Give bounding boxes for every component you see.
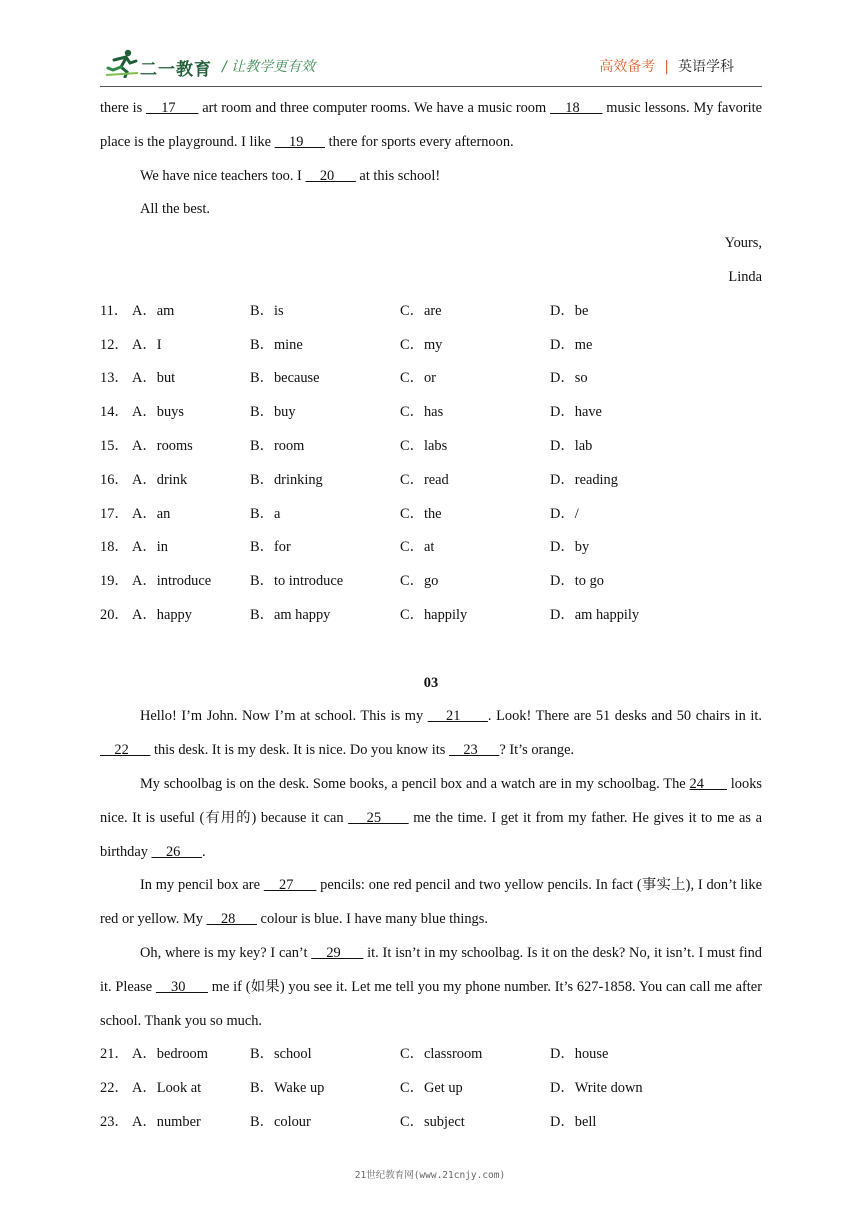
option-b: B．mine <box>250 336 303 353</box>
brand-name: 二一教育 <box>140 60 212 80</box>
option-d: D．house <box>550 1046 609 1063</box>
option-c: C．the <box>400 505 442 522</box>
page-footer: 21世纪教育网(www.21cnjy.com) <box>354 1170 506 1181</box>
question-number: 11． <box>100 302 129 319</box>
question-number: 15． <box>100 437 129 454</box>
question-row <box>100 1106 762 1140</box>
passage-text: My schoolbag is on the desk. Some books, a pencil box and a watch are in my schoolbag. The <box>140 775 690 792</box>
question-number: 22． <box>100 1080 129 1097</box>
option-d: D．by <box>550 539 590 556</box>
option-d: D．/ <box>550 505 579 522</box>
header-tag: 高效备考 <box>599 59 656 75</box>
option-b: B．because <box>250 370 320 387</box>
passage-text: colour is blue. I have many blue things. <box>256 911 488 928</box>
option-b: B．room <box>250 437 305 454</box>
option-a: A．but <box>132 370 176 387</box>
option-c: C．my <box>400 336 443 353</box>
answer-blank: 18 <box>550 100 603 116</box>
option-a: A．am <box>132 302 175 319</box>
answer-blank: 30 <box>155 978 209 995</box>
option-c: C．at <box>400 539 435 556</box>
question-number: 16． <box>100 471 129 488</box>
answer-blank: 26 <box>151 843 202 860</box>
option-a: A．drink <box>132 471 188 488</box>
question-row <box>100 396 762 430</box>
option-c: C．happily <box>400 606 468 623</box>
question-list <box>100 1038 762 1139</box>
question-row <box>100 329 762 363</box>
option-a: A．happy <box>132 606 192 623</box>
option-a: A．buys <box>132 404 184 421</box>
question-number: 21． <box>100 1046 129 1063</box>
option-b: B．is <box>250 302 284 319</box>
passage-text: it. It isn’t in my schoolbag. Is it on the desk? No, it isn’t. I must find it. Please <box>100 944 762 995</box>
passage-text: . Look! There are 51 desks and 50 chairs in it. <box>487 708 762 725</box>
question-row <box>100 531 762 565</box>
option-a: A．I <box>132 336 162 353</box>
option-a: A．rooms <box>132 437 193 454</box>
option-d: D．bell <box>550 1113 597 1130</box>
passage-text: Hello! I’m John. Now I’m at school. This is my <box>140 708 428 725</box>
passage-paragraph <box>100 937 762 1038</box>
option-c: C．classroom <box>400 1046 483 1063</box>
question-row <box>100 565 762 599</box>
option-c: C．are <box>400 302 442 319</box>
question-row <box>100 599 762 633</box>
passage-paragraph <box>100 92 762 160</box>
answer-blank: 20 <box>305 167 356 184</box>
passage-text: me if (如果) you see it. Let me tell you my phone number. It’s 627-1858. You can call me after school. Thank you so much. <box>100 978 762 1029</box>
signature-name: Linda <box>728 268 762 285</box>
option-d: D．reading <box>550 471 618 488</box>
option-d: D．me <box>550 336 593 353</box>
option-c: C．read <box>400 471 449 488</box>
option-b: B．a <box>250 505 281 522</box>
passage-text: We have nice teachers too. I <box>140 167 306 184</box>
brand-slogan: / 让教学更有效 <box>222 59 316 75</box>
question-row <box>100 464 762 498</box>
passage-text: Oh, where is my key? I can’t <box>140 944 312 961</box>
option-c: C．has <box>400 404 444 421</box>
option-a: A．introduce <box>132 573 212 590</box>
question-row <box>100 498 762 532</box>
question-row <box>100 430 762 464</box>
option-b: B．for <box>250 539 291 556</box>
answer-blank: 28 <box>206 911 257 928</box>
question-number: 13． <box>100 370 129 387</box>
passage-paragraph <box>100 700 762 768</box>
question-number: 18． <box>100 539 129 556</box>
answer-blank: 25 <box>348 809 409 826</box>
answer-blank: 21 <box>427 708 488 725</box>
option-b: B．buy <box>250 404 296 421</box>
document-body <box>100 92 762 1140</box>
option-a: A．bedroom <box>132 1046 208 1063</box>
question-row <box>100 362 762 396</box>
option-b: B．Wake up <box>250 1080 325 1097</box>
option-d: D．so <box>550 370 588 387</box>
option-b: B．drinking <box>250 471 323 488</box>
answer-blank: 27 <box>263 877 317 894</box>
passage-text: ? It’s orange. <box>499 742 575 759</box>
answer-blank: 22 <box>100 742 151 759</box>
option-b: B．colour <box>250 1113 311 1130</box>
header-subject-name: 英语学科 <box>678 59 734 75</box>
passage-text: there for sports every afternoon. <box>325 133 514 150</box>
answer-blank: 24 <box>689 775 727 792</box>
question-number: 23． <box>100 1113 129 1130</box>
option-d: D．lab <box>550 437 593 454</box>
question-number: 12． <box>100 336 129 353</box>
question-row <box>100 1072 762 1106</box>
page-header <box>100 46 762 86</box>
header-subject <box>599 56 734 76</box>
option-a: A．in <box>132 539 168 556</box>
option-c: C．Get up <box>400 1080 463 1097</box>
section-heading: 03 <box>423 674 439 691</box>
answer-blank: 29 <box>311 944 364 961</box>
passage-text: music lessons. My favorite place is the playground. I like <box>100 100 762 150</box>
question-row <box>100 295 762 329</box>
option-a: A．an <box>132 505 171 522</box>
answer-blank: 23 <box>448 742 500 759</box>
option-a: A．number <box>132 1113 201 1130</box>
question-number: 19． <box>100 573 129 590</box>
option-d: D．Write down <box>550 1080 643 1097</box>
passage-paragraph <box>100 768 762 869</box>
passage-text: pencils: one red pencil and two yellow pencils. In fact (事实上), I don’t like red or yellow. My <box>100 877 762 928</box>
option-d: D．to go <box>550 573 604 590</box>
passage-paragraph <box>100 160 762 194</box>
passage-text: looks nice. It is useful (有用的) because it can <box>100 775 762 826</box>
answer-blank: 19 <box>274 133 326 150</box>
signoff: Yours, <box>724 235 762 252</box>
question-list <box>100 295 762 633</box>
passage-text: In my pencil box are <box>140 877 264 894</box>
passage-text: . <box>201 843 206 860</box>
option-b: B．school <box>250 1046 312 1063</box>
passage-paragraph <box>100 869 762 937</box>
option-d: D．have <box>550 404 602 421</box>
question-number: 20． <box>100 606 129 623</box>
option-d: D．am happily <box>550 606 640 623</box>
runner-logo-icon <box>104 48 140 78</box>
passage-text: me the time. I get it from my father. He gives it to me as a birthday <box>100 809 762 860</box>
passage-text: this desk. It is my desk. It is nice. Do you know its <box>150 742 449 759</box>
option-a: A．Look at <box>132 1080 202 1097</box>
header-rule <box>100 86 762 87</box>
option-c: C．go <box>400 573 439 590</box>
passage-text: art room and three computer rooms. We have a music room <box>198 100 551 116</box>
option-c: C．or <box>400 370 436 387</box>
closing-line: All the best. <box>140 201 210 218</box>
passage-text: there is <box>100 100 146 116</box>
option-c: C．labs <box>400 437 448 454</box>
header-separator: | <box>664 59 669 75</box>
option-b: B．am happy <box>250 606 331 623</box>
answer-blank: 17 <box>145 100 199 116</box>
passage-text: at this school! <box>355 167 441 184</box>
option-b: B．to introduce <box>250 573 344 590</box>
option-d: D．be <box>550 302 589 319</box>
option-c: C．subject <box>400 1113 465 1130</box>
question-row <box>100 1038 762 1072</box>
question-number: 14． <box>100 404 129 421</box>
question-number: 17． <box>100 505 129 522</box>
